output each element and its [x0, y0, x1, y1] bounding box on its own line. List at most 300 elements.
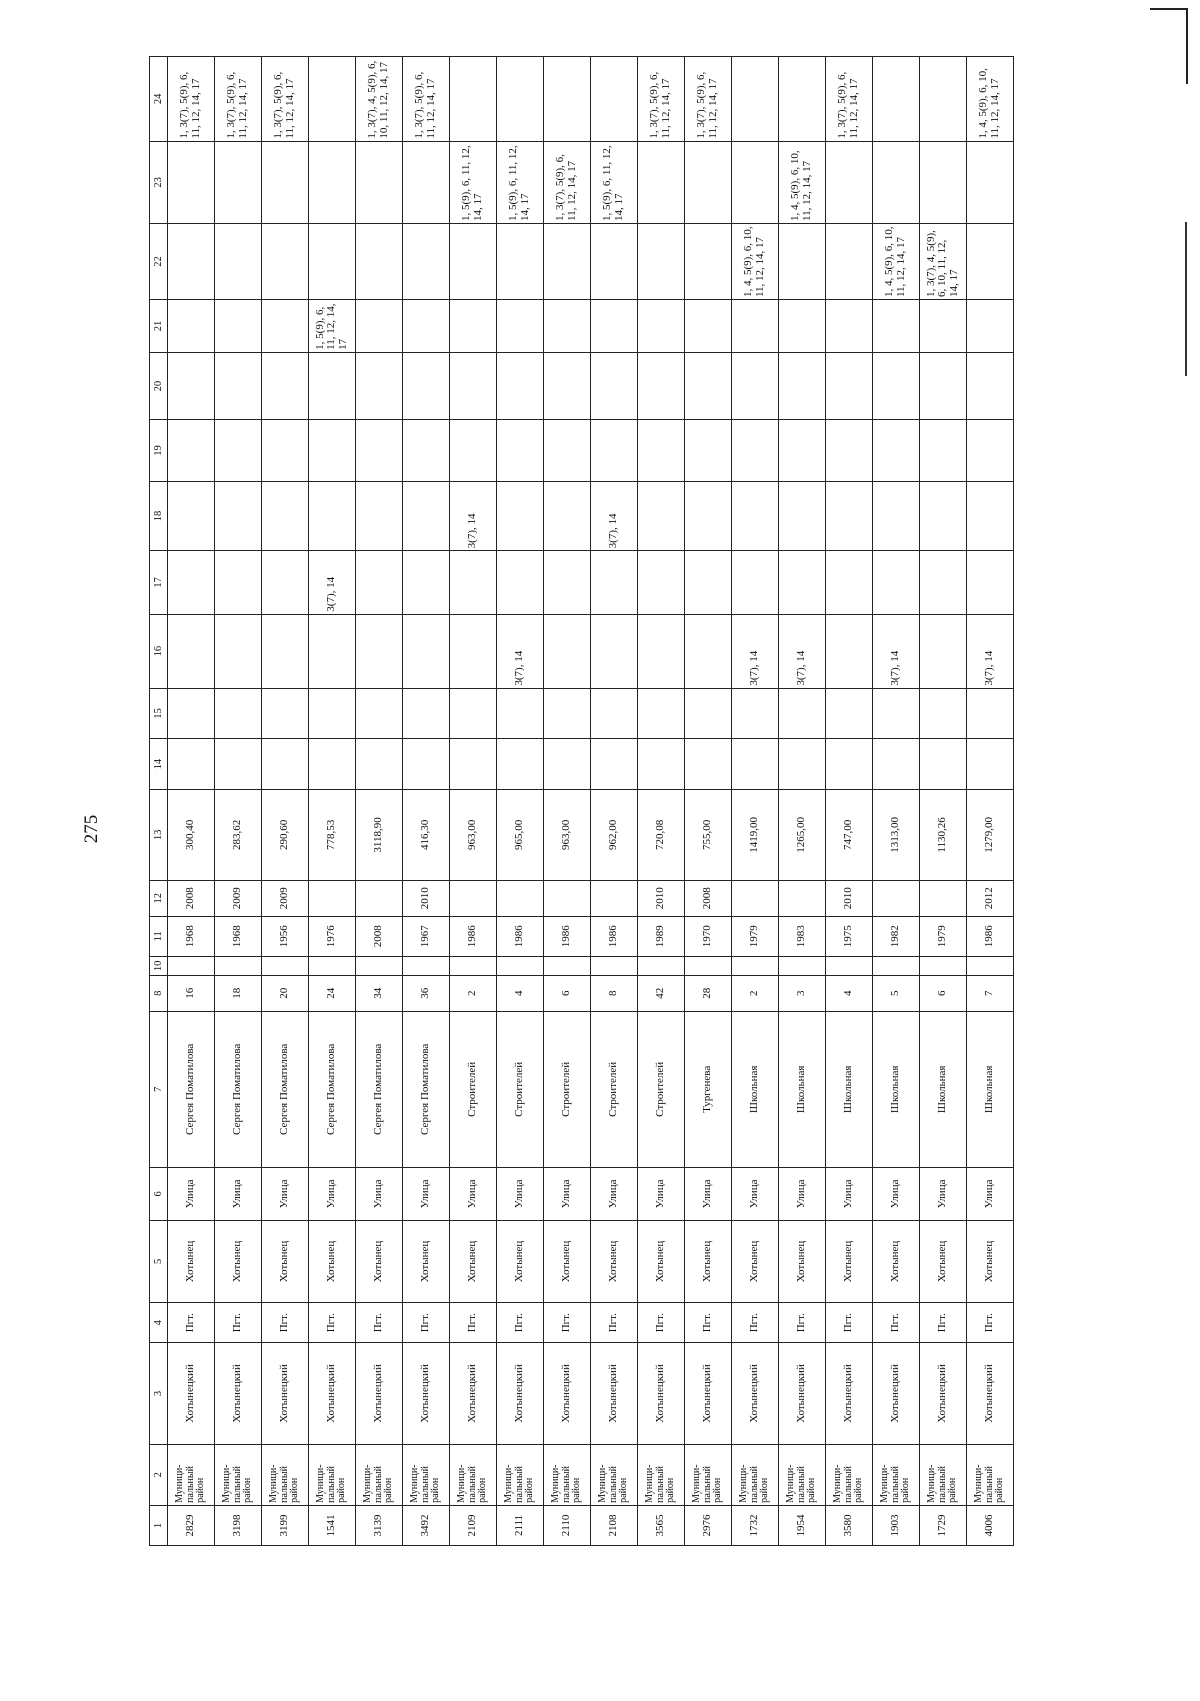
column-number-cell: 10 [150, 956, 168, 975]
cell-c14 [309, 739, 356, 790]
column-number-cell: 15 [150, 688, 168, 739]
margin-line [1185, 222, 1187, 376]
cell-c1: 3199 [262, 1505, 309, 1545]
cell-c5: Хотынец [920, 1220, 967, 1302]
cell-c21 [591, 300, 638, 353]
cell-c4: Пгт. [450, 1303, 497, 1343]
cell-c16 [920, 614, 967, 688]
cell-c18 [544, 481, 591, 551]
cell-c11: 1979 [920, 916, 967, 956]
cell-c8: 18 [215, 975, 262, 1011]
cell-c17 [967, 551, 1014, 614]
cell-c14 [685, 739, 732, 790]
cell-c16 [450, 614, 497, 688]
cell-c13: 962,00 [591, 789, 638, 880]
cell-c17 [826, 551, 873, 614]
cell-c14 [168, 739, 215, 790]
cell-c11: 1968 [168, 916, 215, 956]
cell-c24 [732, 57, 779, 142]
table-row [591, 57, 638, 1546]
cell-c11: 1986 [591, 916, 638, 956]
cell-c11: 1967 [403, 916, 450, 956]
cell-c12: 2008 [685, 880, 732, 916]
cell-c22 [685, 224, 732, 300]
cell-c7: Школьная [967, 1011, 1014, 1167]
cell-c20 [215, 352, 262, 420]
cell-c19 [356, 420, 403, 481]
cell-c11: 1989 [638, 916, 685, 956]
cell-c22 [262, 224, 309, 300]
cell-c3: Хотынецкий [685, 1343, 732, 1444]
cell-c11: 1968 [215, 916, 262, 956]
cell-c5: Хотынец [403, 1220, 450, 1302]
cell-c10 [732, 956, 779, 975]
cell-c12: 2012 [967, 880, 1014, 916]
table-row [732, 57, 779, 1546]
cell-c6: Улица [168, 1167, 215, 1220]
cell-c2: Муници-пальный район [309, 1444, 356, 1505]
cell-c23 [685, 141, 732, 223]
cell-c2: Муници-пальный район [685, 1444, 732, 1505]
cell-c14 [967, 739, 1014, 790]
cell-c23 [826, 141, 873, 223]
cell-c10 [685, 956, 732, 975]
column-number-cell: 1 [150, 1505, 168, 1545]
cell-c24: 1, 3(7), 4, 5(9), 6, 10, 11, 12, 14, 17 [356, 57, 403, 142]
table-row [967, 57, 1014, 1546]
column-number-cell: 4 [150, 1303, 168, 1343]
cell-c3: Хотынецкий [168, 1343, 215, 1444]
cell-c16: 3(7), 14 [732, 614, 779, 688]
cell-c20 [826, 352, 873, 420]
cell-c18: 3(7), 14 [450, 481, 497, 551]
cell-c10 [544, 956, 591, 975]
cell-c2: Муници-пальный район [262, 1444, 309, 1505]
cell-c4: Пгт. [873, 1303, 920, 1343]
cell-c17 [732, 551, 779, 614]
cell-c23 [732, 141, 779, 223]
table-row [168, 57, 215, 1546]
table-row [779, 57, 826, 1546]
cell-c4: Пгт. [779, 1303, 826, 1343]
cell-c8: 4 [497, 975, 544, 1011]
cell-c1: 2829 [168, 1505, 215, 1545]
column-number-cell: 7 [150, 1011, 168, 1167]
cell-c20 [497, 352, 544, 420]
cell-c12 [591, 880, 638, 916]
cell-c1: 1732 [732, 1505, 779, 1545]
cell-c19 [732, 420, 779, 481]
cell-c15 [967, 688, 1014, 739]
cell-c24: 1, 3(7), 5(9), 6, 11, 12, 14, 17 [403, 57, 450, 142]
cell-c14 [638, 739, 685, 790]
cell-c19 [779, 420, 826, 481]
cell-c7: Школьная [826, 1011, 873, 1167]
column-number-cell: 23 [150, 141, 168, 223]
table-row [309, 57, 356, 1546]
cell-c3: Хотынецкий [497, 1343, 544, 1444]
cell-c23 [356, 141, 403, 223]
table-row [920, 57, 967, 1546]
cell-c14 [779, 739, 826, 790]
table-row [450, 57, 497, 1546]
cell-c21 [732, 300, 779, 353]
cell-c20 [779, 352, 826, 420]
cell-c15 [497, 688, 544, 739]
cell-c10 [967, 956, 1014, 975]
cell-c20 [732, 352, 779, 420]
cell-c15 [309, 688, 356, 739]
cell-c21 [826, 300, 873, 353]
cell-c21 [450, 300, 497, 353]
cell-c10 [920, 956, 967, 975]
column-number-cell: 12 [150, 880, 168, 916]
cell-c24: 1, 3(7), 5(9), 6, 11, 12, 14, 17 [215, 57, 262, 142]
cell-c23 [215, 141, 262, 223]
cell-c6: Улица [262, 1167, 309, 1220]
cell-c21 [544, 300, 591, 353]
cell-c1: 2108 [591, 1505, 638, 1545]
cell-c14 [450, 739, 497, 790]
cell-c1: 2976 [685, 1505, 732, 1545]
cell-c16 [168, 614, 215, 688]
cell-c5: Хотынец [732, 1220, 779, 1302]
cell-c1: 4006 [967, 1505, 1014, 1545]
cell-c11: 1970 [685, 916, 732, 956]
cell-c2: Муници-пальный район [967, 1444, 1014, 1505]
cell-c11: 1986 [497, 916, 544, 956]
cell-c17 [638, 551, 685, 614]
cell-c7: Строителей [544, 1011, 591, 1167]
cell-c22 [215, 224, 262, 300]
cell-c16 [826, 614, 873, 688]
cell-c6: Улица [779, 1167, 826, 1220]
cell-c3: Хотынецкий [215, 1343, 262, 1444]
cell-c8: 28 [685, 975, 732, 1011]
cell-c13: 965,00 [497, 789, 544, 880]
cell-c15 [544, 688, 591, 739]
column-number-cell: 21 [150, 300, 168, 353]
cell-c5: Хотынец [967, 1220, 1014, 1302]
cell-c16 [638, 614, 685, 688]
cell-c24 [779, 57, 826, 142]
cell-c22 [497, 224, 544, 300]
cell-c5: Хотынец [544, 1220, 591, 1302]
cell-c6: Улица [826, 1167, 873, 1220]
cell-c6: Улица [356, 1167, 403, 1220]
cell-c5: Хотынец [779, 1220, 826, 1302]
cell-c3: Хотынецкий [732, 1343, 779, 1444]
cell-c2: Муници-пальный район [497, 1444, 544, 1505]
cell-c7: Тургенева [685, 1011, 732, 1167]
cell-c18 [215, 481, 262, 551]
cell-c19 [873, 420, 920, 481]
cell-c23 [920, 141, 967, 223]
cell-c21 [779, 300, 826, 353]
cell-c24: 1, 3(7), 5(9), 6, 11, 12, 14, 17 [262, 57, 309, 142]
cell-c16 [309, 614, 356, 688]
cell-c18: 3(7), 14 [591, 481, 638, 551]
cell-c22 [450, 224, 497, 300]
cell-c12 [873, 880, 920, 916]
cell-c1: 2111 [497, 1505, 544, 1545]
cell-c2: Муници-пальный район [403, 1444, 450, 1505]
cell-c7: Школьная [873, 1011, 920, 1167]
column-number-cell: 22 [150, 224, 168, 300]
column-number-row [150, 57, 168, 1546]
table-row [544, 57, 591, 1546]
cell-c19 [967, 420, 1014, 481]
cell-c3: Хотынецкий [309, 1343, 356, 1444]
column-number-cell: 24 [150, 57, 168, 142]
cell-c13: 755,00 [685, 789, 732, 880]
cell-c8: 6 [544, 975, 591, 1011]
cell-c24: 1, 3(7), 5(9), 6, 11, 12, 14, 17 [685, 57, 732, 142]
cell-c18 [309, 481, 356, 551]
cell-c24: 1, 3(7), 5(9), 6, 11, 12, 14, 17 [638, 57, 685, 142]
cell-c21 [967, 300, 1014, 353]
cell-c22 [356, 224, 403, 300]
cell-c18 [967, 481, 1014, 551]
cell-c16 [356, 614, 403, 688]
cell-c20 [168, 352, 215, 420]
cell-c17 [403, 551, 450, 614]
cell-c1: 1903 [873, 1505, 920, 1545]
cell-c4: Пгт. [215, 1303, 262, 1343]
cell-c14 [732, 739, 779, 790]
cell-c22 [967, 224, 1014, 300]
cell-c7: Сергея Поматилова [309, 1011, 356, 1167]
cell-c20 [685, 352, 732, 420]
cell-c11: 1986 [967, 916, 1014, 956]
cell-c13: 1130,26 [920, 789, 967, 880]
cell-c6: Улица [732, 1167, 779, 1220]
cell-c3: Хотынецкий [356, 1343, 403, 1444]
cell-c4: Пгт. [826, 1303, 873, 1343]
cell-c23 [262, 141, 309, 223]
cell-c24 [309, 57, 356, 142]
cell-c16: 3(7), 14 [967, 614, 1014, 688]
cell-c4: Пгт. [497, 1303, 544, 1343]
column-number-cell: 16 [150, 614, 168, 688]
cell-c6: Улица [215, 1167, 262, 1220]
cell-c12 [732, 880, 779, 916]
cell-c13: 1265,00 [779, 789, 826, 880]
cell-c24 [497, 57, 544, 142]
column-number-cell: 14 [150, 739, 168, 790]
cell-c11: 1982 [873, 916, 920, 956]
cell-c20 [873, 352, 920, 420]
cell-c22 [826, 224, 873, 300]
cell-c15 [732, 688, 779, 739]
cell-c4: Пгт. [967, 1303, 1014, 1343]
cell-c24: 1, 4, 5(9), 6, 10, 11, 12, 14, 17 [967, 57, 1014, 142]
cell-c17 [779, 551, 826, 614]
cell-c15 [215, 688, 262, 739]
cell-c17 [685, 551, 732, 614]
cell-c8: 8 [591, 975, 638, 1011]
cell-c18 [262, 481, 309, 551]
cell-c7: Сергея Поматилова [356, 1011, 403, 1167]
cell-c10 [497, 956, 544, 975]
cell-c24: 1, 3(7), 5(9), 6, 11, 12, 14, 17 [168, 57, 215, 142]
cell-c23 [168, 141, 215, 223]
cell-c14 [215, 739, 262, 790]
cell-c3: Хотынецкий [450, 1343, 497, 1444]
cell-c21 [168, 300, 215, 353]
cell-c6: Улица [967, 1167, 1014, 1220]
cell-c6: Улица [544, 1167, 591, 1220]
cell-c18 [356, 481, 403, 551]
cell-c19 [168, 420, 215, 481]
cell-c13: 747,00 [826, 789, 873, 880]
cell-c16: 3(7), 14 [873, 614, 920, 688]
cell-c17 [262, 551, 309, 614]
cell-c10 [356, 956, 403, 975]
cell-c5: Хотынец [685, 1220, 732, 1302]
cell-c13: 1419,00 [732, 789, 779, 880]
cell-c3: Хотынецкий [967, 1343, 1014, 1444]
cell-c7: Строителей [497, 1011, 544, 1167]
cell-c4: Пгт. [168, 1303, 215, 1343]
page-number: 275 [81, 814, 102, 844]
cell-c10 [168, 956, 215, 975]
cell-c6: Улица [591, 1167, 638, 1220]
cell-c19 [262, 420, 309, 481]
cell-c16 [262, 614, 309, 688]
cell-c7: Школьная [779, 1011, 826, 1167]
cell-c13: 720,08 [638, 789, 685, 880]
cell-c20 [309, 352, 356, 420]
cell-c20 [403, 352, 450, 420]
cell-c17 [920, 551, 967, 614]
cell-c21: 1, 5(9), 6, 11, 12, 14, 17 [309, 300, 356, 353]
table-row [873, 57, 920, 1546]
cell-c23 [967, 141, 1014, 223]
cell-c8: 16 [168, 975, 215, 1011]
cell-c1: 3198 [215, 1505, 262, 1545]
cell-c6: Улица [685, 1167, 732, 1220]
table-row [215, 57, 262, 1546]
cell-c20 [262, 352, 309, 420]
cell-c20 [591, 352, 638, 420]
cell-c11: 1986 [544, 916, 591, 956]
cell-c12: 2010 [403, 880, 450, 916]
cell-c19 [215, 420, 262, 481]
cell-c1: 3565 [638, 1505, 685, 1545]
table-row [497, 57, 544, 1546]
cell-c13: 963,00 [450, 789, 497, 880]
cell-c6: Улица [403, 1167, 450, 1220]
cell-c12 [920, 880, 967, 916]
cell-c1: 2109 [450, 1505, 497, 1545]
cell-c15 [779, 688, 826, 739]
cell-c20 [920, 352, 967, 420]
cell-c12 [309, 880, 356, 916]
cell-c22 [168, 224, 215, 300]
cell-c2: Муници-пальный район [356, 1444, 403, 1505]
cell-c18 [873, 481, 920, 551]
cell-c5: Хотынец [826, 1220, 873, 1302]
cell-c4: Пгт. [685, 1303, 732, 1343]
cell-c4: Пгт. [638, 1303, 685, 1343]
cell-c6: Улица [920, 1167, 967, 1220]
cell-c23 [638, 141, 685, 223]
cell-c1: 1729 [920, 1505, 967, 1545]
table-row [685, 57, 732, 1546]
cell-c2: Муници-пальный район [732, 1444, 779, 1505]
cell-c10 [638, 956, 685, 975]
cell-c2: Муници-пальный район [168, 1444, 215, 1505]
cell-c1: 1541 [309, 1505, 356, 1545]
cell-c6: Улица [638, 1167, 685, 1220]
cell-c14 [544, 739, 591, 790]
cell-c3: Хотынецкий [638, 1343, 685, 1444]
cell-c7: Строителей [591, 1011, 638, 1167]
cell-c21 [638, 300, 685, 353]
cell-c23 [873, 141, 920, 223]
cell-c18 [732, 481, 779, 551]
cell-c16 [544, 614, 591, 688]
cell-c2: Муници-пальный район [591, 1444, 638, 1505]
cell-c20 [638, 352, 685, 420]
cell-c2: Муници-пальный район [920, 1444, 967, 1505]
cell-c23: 1, 5(9), 6, 11, 12, 14, 17 [591, 141, 638, 223]
table-row [356, 57, 403, 1546]
cell-c19 [591, 420, 638, 481]
cell-c3: Хотынецкий [779, 1343, 826, 1444]
cell-c8: 2 [732, 975, 779, 1011]
column-number-cell: 13 [150, 789, 168, 880]
cell-c11: 2008 [356, 916, 403, 956]
cell-c8: 42 [638, 975, 685, 1011]
cell-c8: 20 [262, 975, 309, 1011]
cell-c17 [356, 551, 403, 614]
cell-c2: Муници-пальный район [544, 1444, 591, 1505]
cell-c22 [779, 224, 826, 300]
cell-c10 [403, 956, 450, 975]
cell-c21 [262, 300, 309, 353]
cell-c11: 1979 [732, 916, 779, 956]
cell-c5: Хотынец [168, 1220, 215, 1302]
cell-c12: 2009 [262, 880, 309, 916]
cell-c21 [873, 300, 920, 353]
cell-c14 [403, 739, 450, 790]
cell-c11: 1975 [826, 916, 873, 956]
cell-c24 [544, 57, 591, 142]
cell-c22 [544, 224, 591, 300]
cell-c17 [215, 551, 262, 614]
table-row [826, 57, 873, 1546]
cell-c21 [356, 300, 403, 353]
cell-c15 [638, 688, 685, 739]
table-row [403, 57, 450, 1546]
table-row [262, 57, 309, 1546]
cell-c19 [497, 420, 544, 481]
cell-c12 [544, 880, 591, 916]
cell-c2: Муници-пальный район [450, 1444, 497, 1505]
cell-c7: Школьная [732, 1011, 779, 1167]
cell-c10 [262, 956, 309, 975]
cell-c6: Улица [497, 1167, 544, 1220]
cell-c4: Пгт. [591, 1303, 638, 1343]
cell-c14 [920, 739, 967, 790]
cell-c13: 778,53 [309, 789, 356, 880]
column-number-cell: 3 [150, 1343, 168, 1444]
cell-c18 [403, 481, 450, 551]
cell-c10 [591, 956, 638, 975]
cell-c4: Пгт. [356, 1303, 403, 1343]
